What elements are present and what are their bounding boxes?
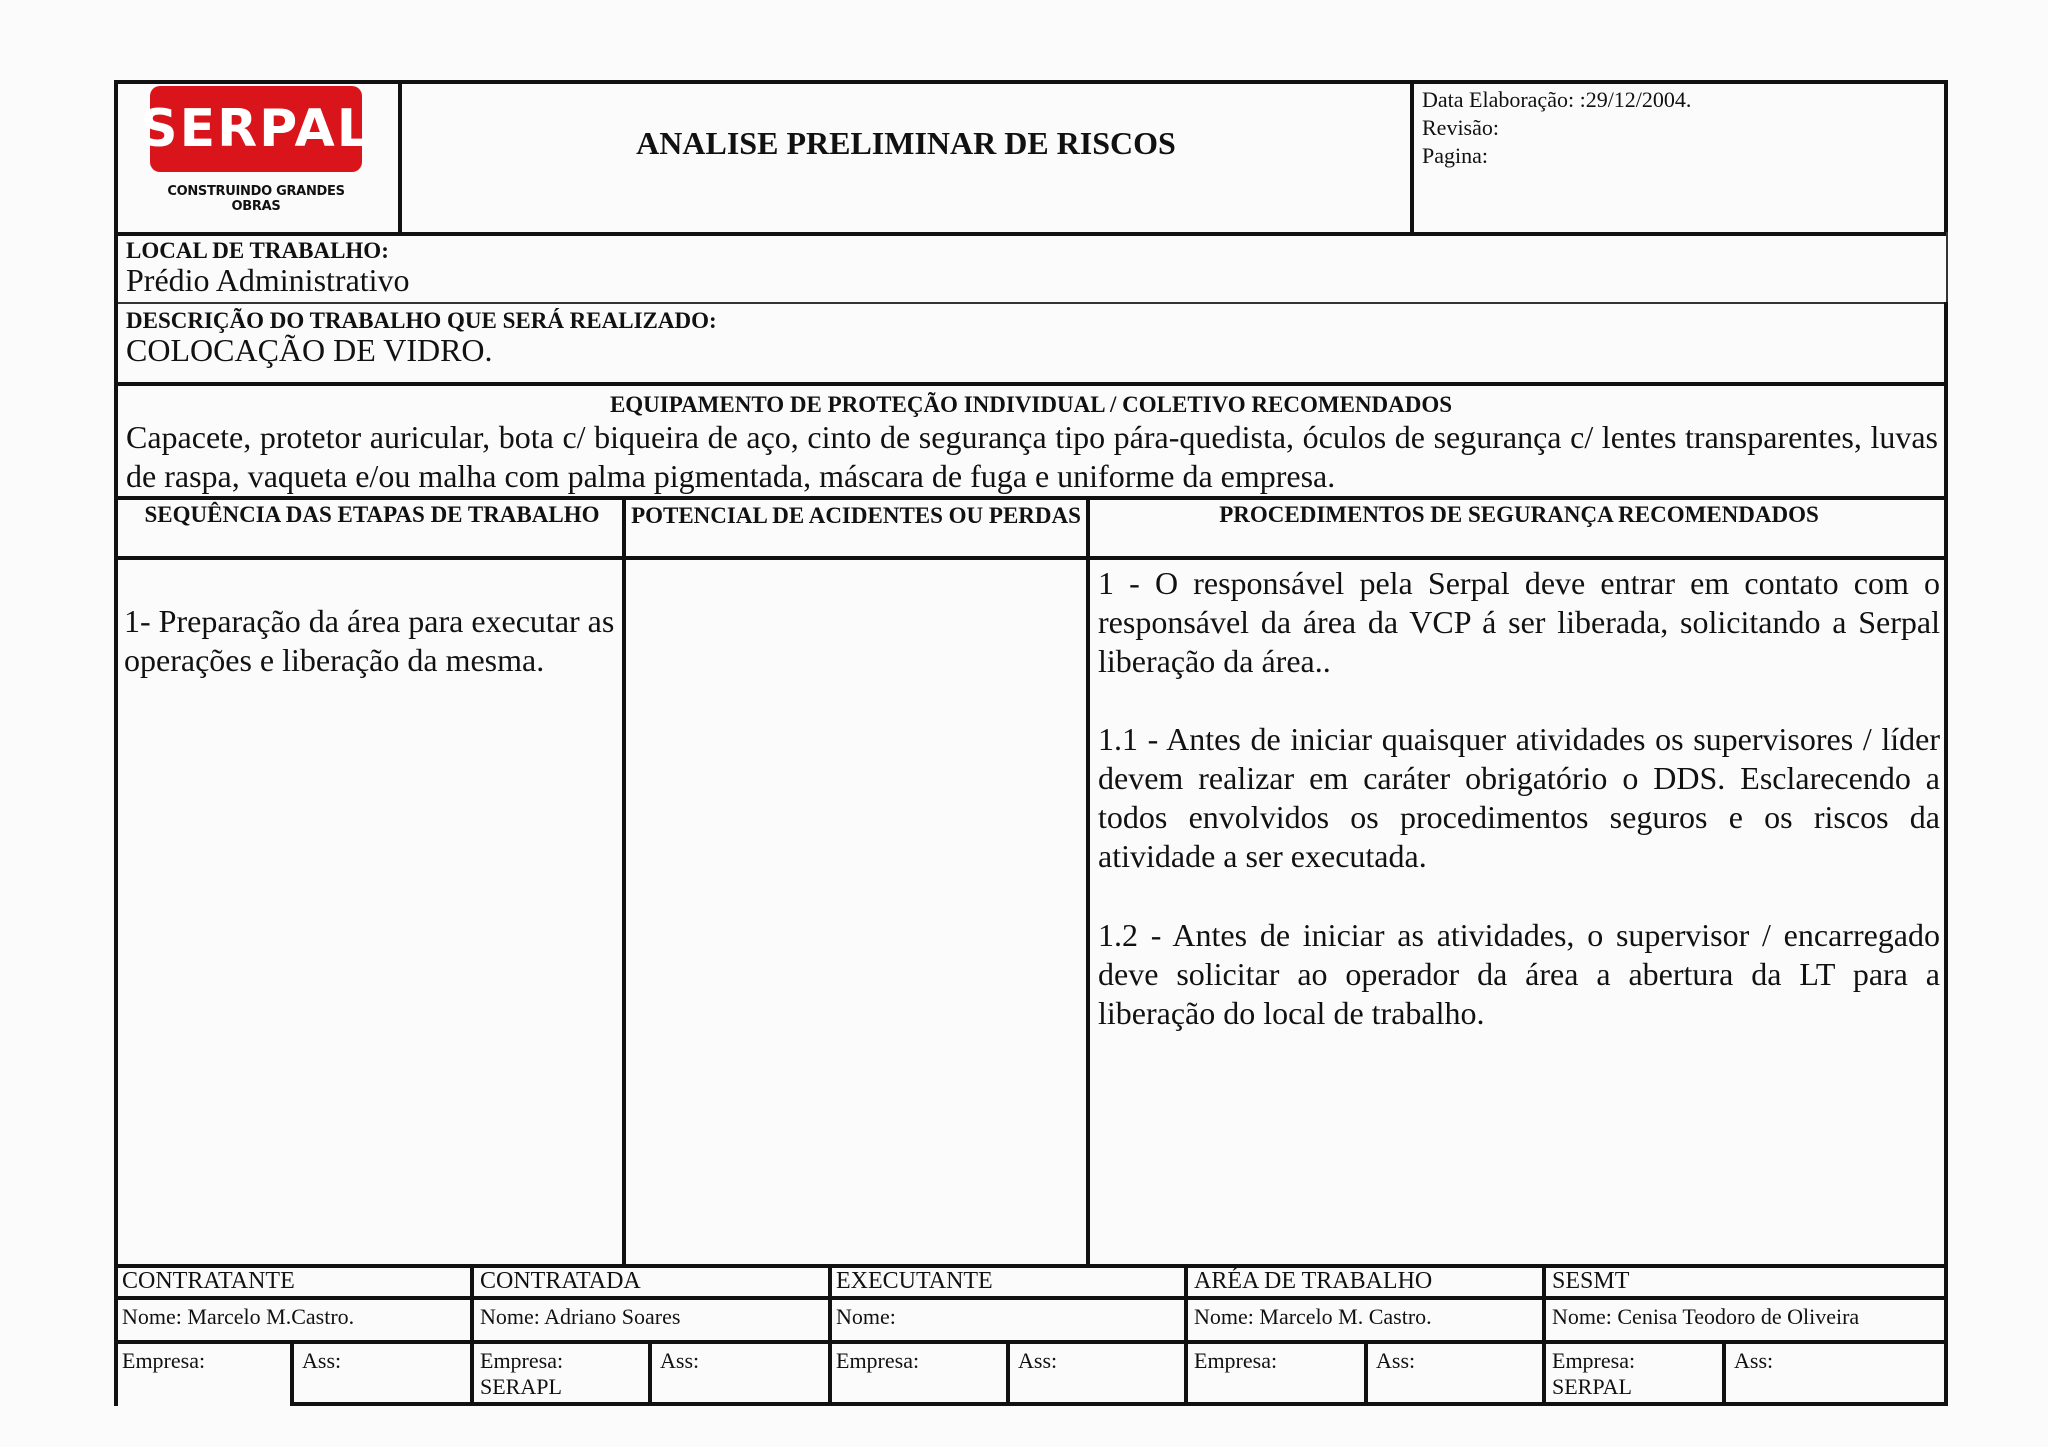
footer-role-contratante: CONTRATANTE [122,1268,295,1294]
description-section [114,302,1948,386]
footer-role-contratada: CONTRATADA [480,1268,641,1294]
page-label: Pagina: [1422,143,1488,168]
step-1-description: 1- Preparação da área para executar as operações e liberação da mesma. [124,603,615,678]
header-meta [1422,86,1942,170]
logo-brand: SERPAL [140,99,372,159]
epi-section [114,384,1948,496]
footer-nome-executante: Nome: [836,1304,896,1329]
footer-nome-contratada: Nome: Adriano Soares [480,1304,681,1329]
procedure-1: 1 - O responsável pela Serpal deve entrar em contato com o responsável da área da VCP á ser liberada, solicitando a Serpal liberação da área.. [1098,565,1940,679]
date-label: Data Elaboração: :29/12/2004. [1422,87,1692,112]
footer-ass-area: Ass: [1376,1348,1416,1373]
epi-value: Capacete, protetor auricular, bota c/ biqueira de aço, cinto de segurança tipo pára-quedista, óculos de segurança c/ lentes transparentes, luvas de raspa, vaqueta e/ou malha com palma pigmentada, máscara de fuga e uniforme da empresa. [126,419,1938,494]
footer-ass-contratante: Ass: [302,1348,342,1373]
epi-label: EQUIPAMENTO DE PROTEÇÃO INDIVIDUAL / COLETIVO RECOMENDADOS [609,392,1453,417]
local-section [114,232,1948,304]
footer-empresa-contratada: Empresa: SERAPL [480,1348,564,1399]
column-potencial: POTENCIAL DE ACIDENTES OU PERDAS [631,503,1081,528]
footer-ass-executante: Ass: [1018,1348,1058,1373]
footer-role-sesmt: SESMT [1552,1268,1630,1294]
procedure-1-1: 1.1 - Antes de iniciar quaisquer atividades os supervisores / líder devem realizar em caráter obrigatório o DDS. Esclarecendo a todos envolvidos os procedimentos seguros e os riscos da atividade a ser executada. [1098,721,1940,874]
logo-tagline: CONSTRUINDO GRANDES OBRAS [167,184,345,214]
footer-empresa-executante: Empresa: [836,1348,920,1373]
column-procedimentos: PROCEDIMENTOS DE SEGURANÇA RECOMENDADOS [1219,502,1819,527]
column-sequencia: SEQUÊNCIA DAS ETAPAS DE TRABALHO [144,502,600,527]
description-label: DESCRIÇÃO DO TRABALHO QUE SERÁ REALIZADO: [126,308,717,333]
footer-ass-sesmt: Ass: [1734,1348,1774,1373]
footer-empresa-contratante: Empresa: [122,1348,206,1373]
signature-footer [114,1264,1948,1406]
document-title: ANALISE PRELIMINAR DE RISCOS [636,125,1176,161]
footer-nome-area: Nome: Marcelo M. Castro. [1194,1304,1432,1329]
footer-empresa-sesmt: Empresa: SERPAL [1552,1348,1636,1399]
footer-empresa-area: Empresa: [1194,1348,1278,1373]
footer-ass-contratada: Ass: [660,1348,700,1373]
footer-nome-contratante: Nome: Marcelo M.Castro. [122,1304,355,1329]
footer-role-area: ARÉA DE TRABALHO [1194,1268,1433,1294]
procedure-1-2: 1.2 - Antes de iniciar as atividades, o supervisor / encarregado deve solicitar ao operador da área a abertura da LT para a liberação do local de trabalho. [1098,917,1940,1031]
description-value: COLOCAÇÃO DE VIDRO. [126,332,493,368]
footer-nome-sesmt: Nome: Cenisa Teodoro de Oliveira [1552,1304,1860,1329]
local-value: Prédio Administrativo [126,262,410,298]
footer-role-executante: EXECUTANTE [836,1268,993,1294]
revision-label: Revisão: [1422,115,1499,140]
company-logo [140,86,372,214]
local-label: LOCAL DE TRABALHO: [126,238,389,263]
